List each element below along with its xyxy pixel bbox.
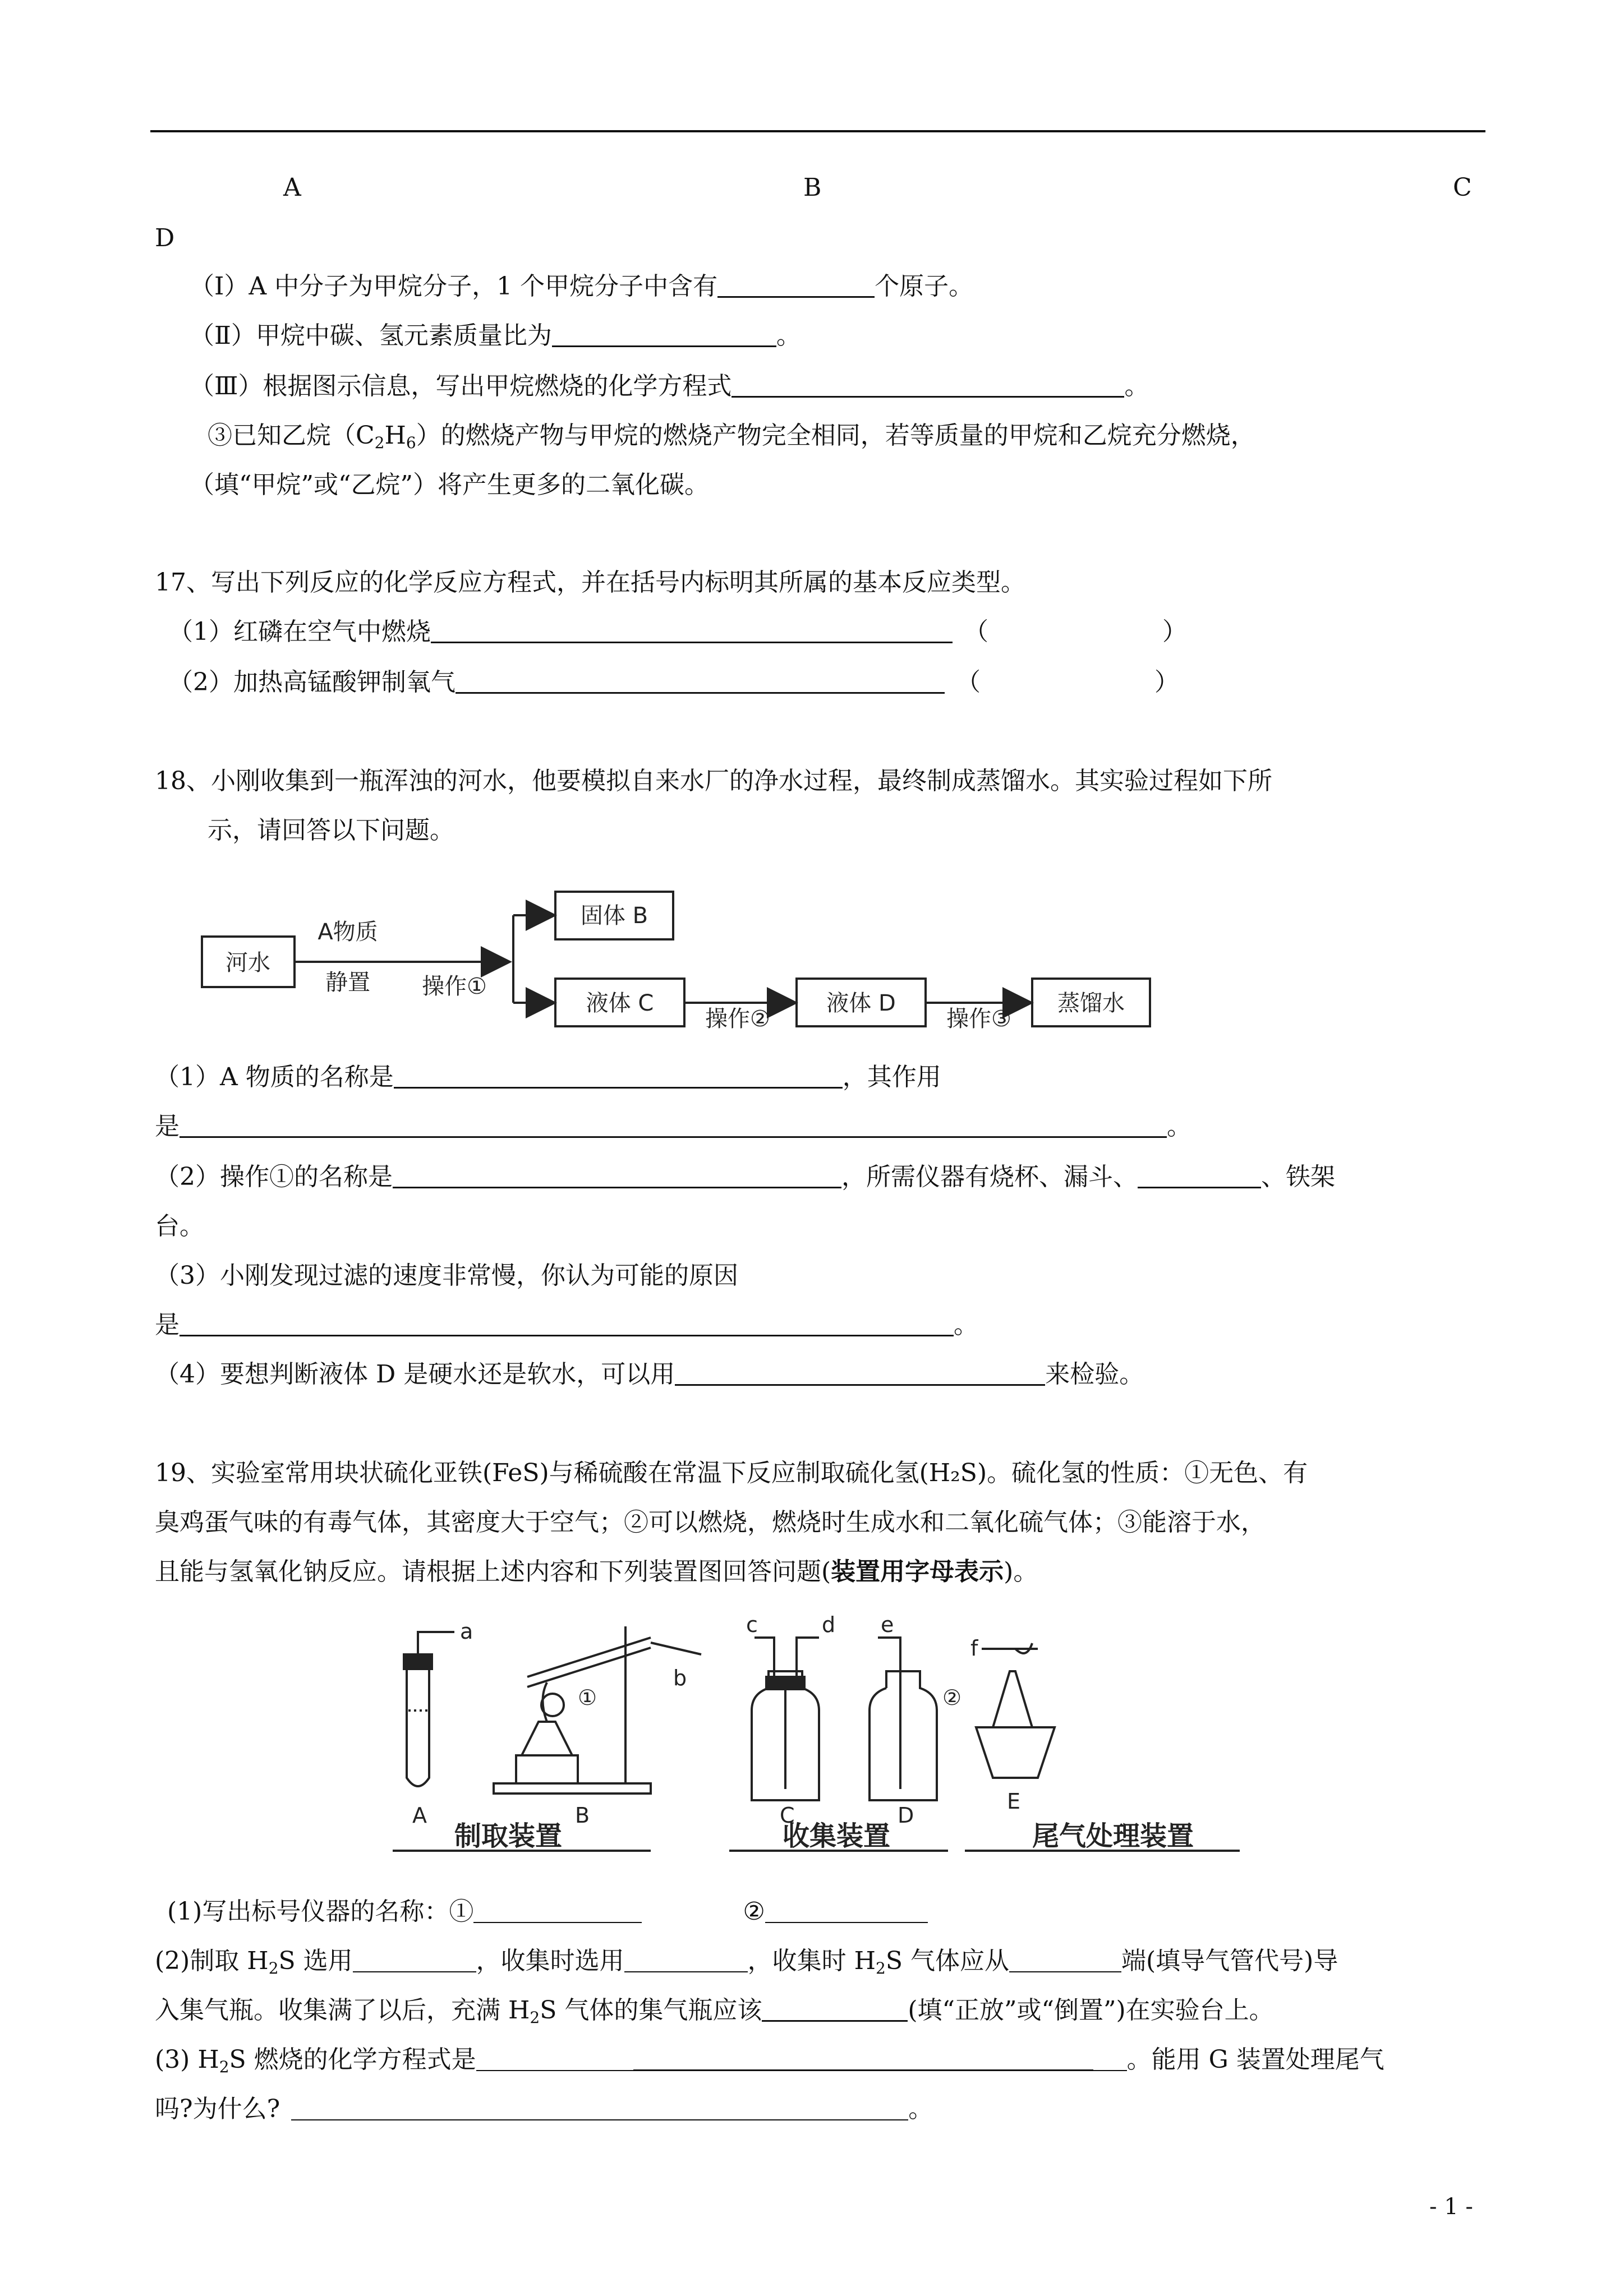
flow-distilled: 蒸馏水 [1057,990,1125,1016]
answer-blank[interactable] [456,667,945,694]
apparatus-b [494,1626,701,1794]
flow-op2: 操作② [705,1006,770,1032]
flow-op1: 操作① [422,974,487,999]
q16-line3: （Ⅲ）根据图示信息，写出甲烷燃烧的化学方程式 。 [190,372,1149,400]
device-label-c: C [780,1803,795,1828]
page-number: - 1 - [1429,2194,1473,2220]
answer-blank[interactable] [1093,2045,1127,2071]
q18-title-line2: 示，请回答以下问题。 [208,816,454,845]
apparatus-figure [387,1615,1262,1873]
tube-label-f: f [970,1636,978,1661]
apparatus-e [976,1643,1055,1778]
q17-item2: （2）加热高锰酸钾制氧气 （ ） [168,668,1179,697]
answer-blank[interactable] [633,2045,1093,2071]
header-rule [150,130,1485,132]
answer-blank[interactable] [431,617,953,643]
marker-1: ① [578,1685,597,1710]
q18-q2-line2: 台。 [155,1212,204,1241]
apparatus-d [869,1638,937,1800]
apparatus-a [404,1632,454,1786]
answer-blank[interactable] [291,2095,908,2120]
label-c: C [1453,173,1472,202]
flow-liquid-c: 液体 C [586,990,654,1016]
answer-blank[interactable] [762,1995,908,2022]
q16-line1: （Ⅰ）A 中分子为甲烷分子，1 个甲烷分子中含有 个原子。 [190,272,974,301]
answer-blank[interactable] [624,1947,748,1972]
q19-para-line2: 臭鸡蛋气味的有毒气体，其密度大于空气；②可以燃烧，燃烧时生成水和二氧化硫气体；③能溶于水， [155,1508,1266,1537]
label-b: B [803,173,822,202]
marker-2: ② [942,1685,962,1710]
tube-label-e: e [881,1615,894,1637]
device-label-e: E [1007,1789,1021,1814]
q19-s2: (2)制取 $H_2S$ 选用 ，收集时选用 ，收集时 $H_2S$ 气体应从 端(填导气管代号)导 [155,1947,1338,1977]
device-label-b: B [575,1803,590,1828]
q19-para-line1: 19、实验室常用块状硫化亚铁(FeS)与稀硫酸在常温下反应制取硫化氢(H₂S)。硫化氢的性质：①无色、有 [155,1459,1308,1487]
device-label-a: A [412,1803,427,1828]
q18-q1-line1: （1）A 物质的名称是 ，其作用 [155,1063,941,1091]
caption-collection: 收集装置 [783,1820,891,1852]
flow-op3: 操作③ [946,1006,1011,1032]
answer-blank[interactable] [180,1310,954,1336]
q18-title-line1: 18、小刚收集到一瓶浑浊的河水，他要模拟自来水厂的净水过程，最终制成蒸馏水。其实验过程如下所 [155,767,1272,795]
device-label-d: D [898,1803,914,1828]
q18-q3-line1: （3）小刚发现过滤的速度非常慢，你认为可能的原因 [155,1261,738,1290]
q19-s4: (3) $H_2S$ 燃烧的化学方程式是 。能用 G 装置处理尾气 [155,2045,1384,2076]
flow-a-substance: A物质 [318,919,378,945]
apparatus-c [752,1638,819,1800]
label-a: A [283,173,301,202]
water-purification-flowchart [191,875,1156,1043]
tube-label-b: b [673,1666,687,1690]
answer-blank[interactable] [765,1897,928,1923]
q17-title: 17、写出下列反应的化学反应方程式，并在括号内标明其所属的基本反应类型。 [155,568,1025,597]
caption-tail-gas: 尾气处理装置 [1032,1820,1194,1852]
q19-para-line3: 且能与氢氧化钠反应。请根据上述内容和下列装置图回答问题(装置用字母表示)。 [155,1557,1038,1586]
q17-item1: （1）红磷在空气中燃烧 （ ） [168,617,1187,646]
flow-river: 河水 [226,950,270,976]
answer-blank[interactable] [180,1112,1167,1138]
answer-blank[interactable] [1138,1162,1261,1188]
answer-blank[interactable] [675,1359,1045,1386]
flow-solid-b: 固体 B [580,903,648,929]
q18-q4: （4）要想判断液体 D 是硬水还是软水，可以用 来检验。 [155,1360,1144,1389]
answer-blank[interactable] [476,2045,633,2071]
tube-label-d: d [822,1615,836,1637]
answer-blank[interactable] [732,371,1124,398]
answer-blank[interactable] [552,321,776,347]
q18-q2-line1: （2）操作①的名称是 ，所需仪器有烧杯、漏斗、 、铁架 [155,1163,1335,1191]
flow-liquid-d: 液体 D [826,990,896,1016]
q16-line4: ③已知乙烷$(C_2H_6)$的燃烧产物与甲烷的燃烧产物完全相同，若等质量的甲烷和乙烷充分燃烧， [208,421,1255,452]
answer-blank[interactable] [353,1947,476,1972]
tube-label-a: a [460,1619,473,1644]
q18-q3-line2: 是 。 [155,1311,978,1339]
answer-blank[interactable] [394,1062,843,1089]
q19-s1: (1)写出标号仪器的名称：① ② [167,1896,928,1928]
answer-blank[interactable] [1009,1947,1121,1972]
q16-line5: （填“甲烷”或“乙烷”）将产生更多的二氧化碳。 [190,471,709,499]
answer-blank[interactable] [473,1897,642,1923]
flow-settle: 静置 [325,970,370,995]
answer-blank[interactable] [717,271,875,298]
q19-s3: 入集气瓶。收集满了以后，充满 $H_2S$ 气体的集气瓶应该 (填“正放”或“倒置”)在实验台上。 [155,1996,1274,2027]
tube-label-c: c [746,1615,758,1637]
answer-blank[interactable] [393,1162,841,1188]
q16-line2: （Ⅱ）甲烷中碳、氢元素质量比为 。 [190,321,801,350]
caption-production: 制取装置 [454,1820,563,1852]
q18-q1-line2: 是 。 [155,1112,1191,1141]
q19-s5: 吗?为什么? 。 [155,2095,933,2123]
label-d: D [155,224,175,252]
